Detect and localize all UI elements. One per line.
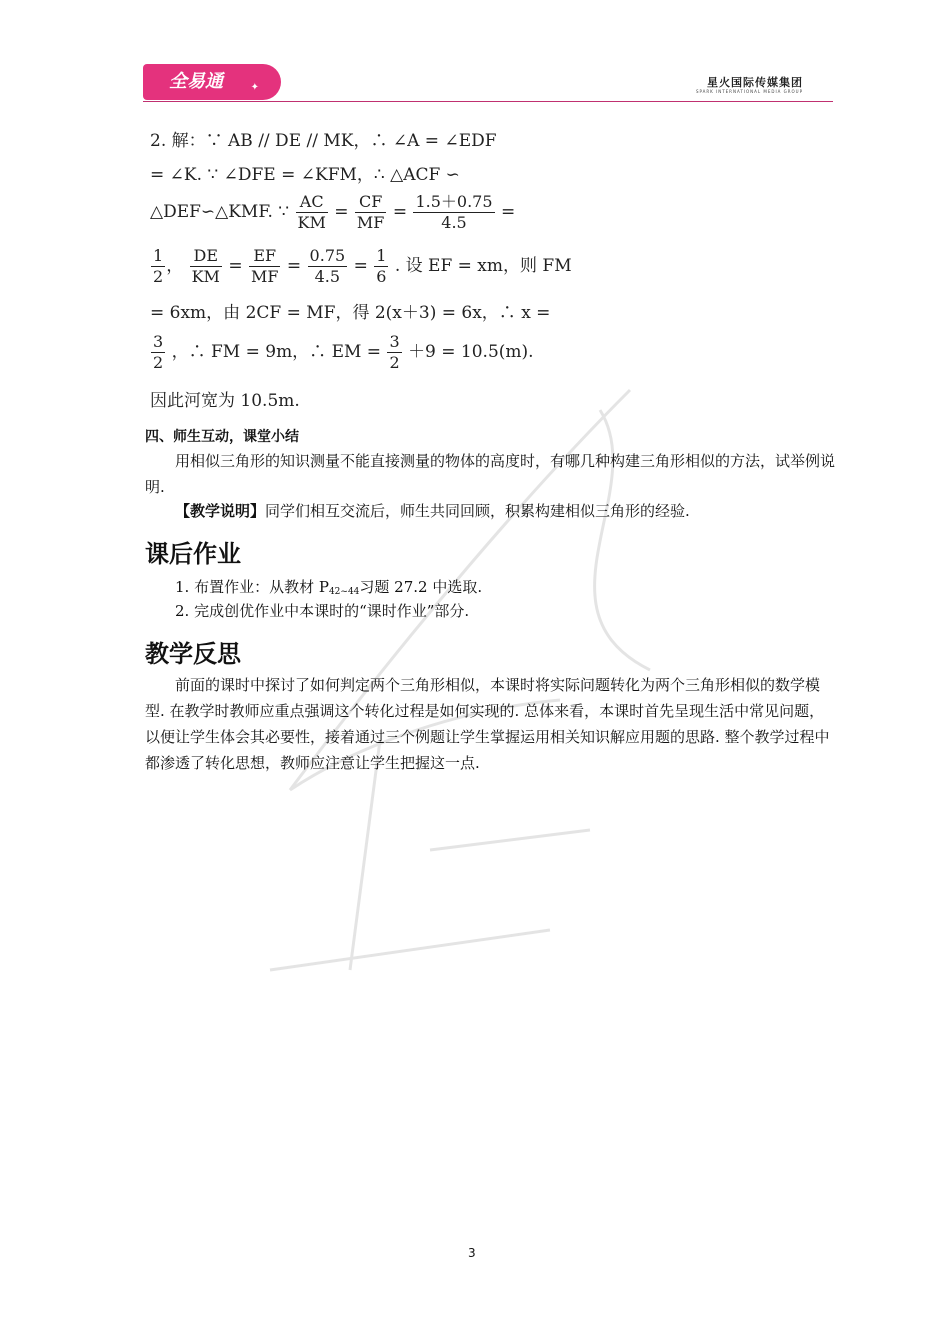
fraction — [387, 332, 401, 373]
fraction-numerator: 3 — [389, 332, 400, 351]
solution-line-5: = 6xm，由 2CF = MF，得 2(x＋3) = 6x，∴ x = — [150, 303, 551, 323]
equals-sign: = — [334, 202, 349, 222]
fraction-denominator: KM — [297, 213, 326, 232]
page-number: 3 — [468, 1246, 476, 1260]
fraction-numerator: 0.75 — [309, 246, 346, 265]
fraction-denominator: 6 — [376, 267, 387, 286]
reflection-heading: 教学反思 — [145, 640, 241, 668]
solution-line-7: 因此河宽为 10.5m. — [150, 391, 300, 411]
homework-heading: 课后作业 — [145, 540, 241, 568]
section-title: 四、师生互动，课堂小结 — [145, 429, 299, 445]
fraction-numerator: 1 — [376, 246, 387, 265]
solution-line-4: $\frac{1}{2}$ ， $\frac{DE}{KM}$ = $\frac{EF}{MF}$ = $\frac{0.75}{4.5}$ = $\frac{1}{6}$ . 设 EF = xm，则 FM — [153, 246, 572, 286]
page-range: 42~44 — [328, 587, 360, 597]
fraction — [151, 246, 165, 287]
fraction — [308, 246, 348, 287]
page-header — [143, 64, 833, 104]
fraction-numerator: AC — [296, 192, 328, 213]
solution-line-1: 2. 解：∵ AB // DE // MK，∴ ∠A = ∠EDF — [150, 131, 497, 151]
fraction-denominator: 2 — [153, 267, 164, 286]
fraction — [151, 332, 165, 373]
logo — [143, 64, 281, 100]
fraction-denominator: 4.5 — [441, 213, 467, 232]
equals-sign: = — [286, 256, 302, 276]
fraction-denominator: MF — [356, 213, 385, 232]
reflection-paragraph: 前面的课时中探讨了如何判定两个三角形相似，本课时将实际问题转化为两个三角形相似的数学模型. 在教学时教师应重点强调这个转化过程是如何实现的. 总体来看，本课时首先呈现生活中常见问题，以便让学生体会其必要性，接着通过三个例题让学生掌握运用相关知识解应用题的思路. 整个教学过程中都渗透了转化思想，教师应注意让学生把握这一点. — [145, 676, 830, 772]
header-divider — [143, 101, 833, 102]
solution-text: ＋9 = 10.5(m). — [408, 342, 534, 362]
fraction-numerator: EF — [249, 246, 280, 267]
solution-line-3 — [150, 192, 620, 233]
fraction-numerator: CF — [355, 192, 386, 213]
fraction — [355, 192, 386, 233]
solution-text: △DEF∽△KMF. ∵ — [150, 202, 290, 222]
brand-name: 星火国际传媒集团 — [707, 76, 803, 89]
solution-line-6 — [150, 332, 620, 373]
equals-sign: = — [392, 202, 408, 222]
solution-line-2: = ∠K. ∵ ∠DFE = ∠KFM，∴ △ACF ∽ — [150, 165, 460, 185]
fraction — [374, 246, 388, 287]
solution-text: ，∴ FM = 9m，∴ EM = — [171, 342, 382, 362]
solution-text: . 设 EF = xm，则 FM — [394, 256, 572, 276]
fraction — [190, 246, 222, 287]
fraction-numerator: 1.5＋0.75 — [415, 192, 493, 211]
fraction-numerator: 1 — [153, 246, 164, 265]
homework-text: 1. 布置作业：从教材 P — [175, 578, 329, 596]
fraction — [249, 246, 280, 287]
brand-name-en: SPARK INTERNATIONAL MEDIA GROUP — [695, 89, 803, 94]
section-paragraph: 用相似三角形的知识测量不能直接测量的物体的高度时，有哪几种构建三角形相似的方法，试举例说明. — [145, 452, 836, 496]
fraction — [296, 192, 328, 233]
homework-item-2: 2. 完成创优作业中本课时的“课时作业”部分. — [175, 602, 470, 620]
fraction-numerator: DE — [190, 246, 222, 267]
logo-text: 全易通 — [169, 71, 223, 92]
fraction-denominator: KM — [191, 267, 220, 286]
fraction-denominator: 2 — [389, 353, 400, 372]
fraction-denominator: 4.5 — [314, 267, 341, 286]
note-text: 同学们相互交流后，师生共同回顾，积累构建相似三角形的经验. — [265, 502, 690, 520]
homework-text: 习题 27.2 中选取. — [359, 578, 483, 596]
fraction — [413, 192, 494, 233]
equals-sign: = — [353, 256, 368, 276]
star-icon: ✦ — [250, 82, 259, 93]
fraction-denominator: MF — [251, 267, 279, 286]
equals-sign: = — [228, 256, 243, 276]
fraction-numerator: 3 — [153, 332, 164, 351]
note-label: 【教学说明】 — [175, 502, 266, 520]
teaching-note — [145, 498, 835, 524]
equals-sign: = — [500, 202, 516, 222]
fraction-denominator: 2 — [153, 353, 164, 372]
